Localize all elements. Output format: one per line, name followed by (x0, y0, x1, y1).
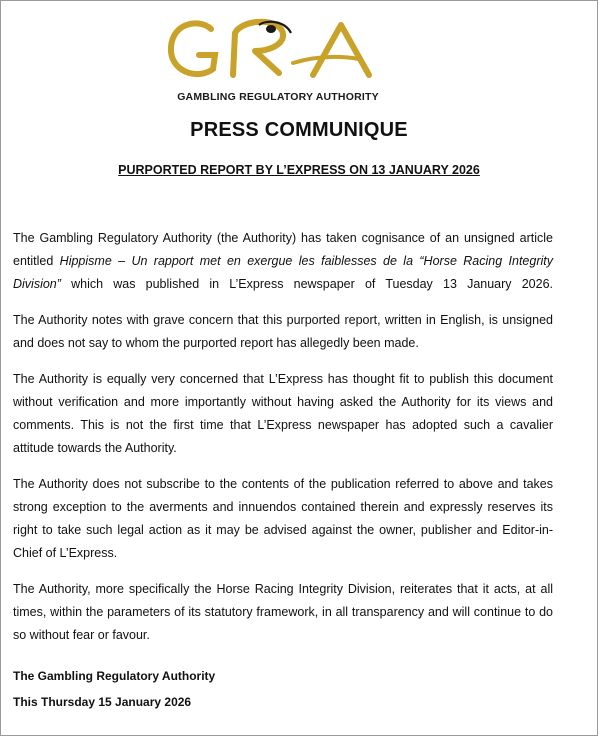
logo-subtitle: GAMBLING REGULATORY AUTHORITY (177, 91, 379, 103)
paragraph-4: The Authority does not subscribe to the contents of the publication referred to above and takes strong exception to the averments and innuendos contained therein and expressly reserves its right to take such legal action as it may be advised against the owner, publisher and Editor-in-Chief of L’Express. (13, 477, 553, 560)
paragraph-2: The Authority notes with grave concern that this purported report, written in English, is unsigned and does not say to whom the purported report has allegedly been made. (13, 313, 553, 350)
paragraph-1-after: which was published in L’Express newspaper of Tuesday 13 January 2026. (60, 277, 553, 291)
paragraph-1-before: The Gambling Regulatory Authority (the Authority) has taken cognisance of an unsigned article entitled (13, 231, 553, 268)
signature-block (13, 663, 215, 715)
article-title: Hippisme – Un rapport met en exergue les faiblesses de la “Horse Racing Integrity Division” (13, 254, 553, 291)
communique-body (13, 227, 553, 660)
signature-org: The Gambling Regulatory Authority (13, 669, 216, 683)
gra-logo (163, 11, 393, 107)
page-subtitle-text: PURPORTED REPORT BY L’EXPRESS ON 13 JANUARY 2026 (118, 163, 480, 177)
page-subtitle (1, 163, 597, 177)
paragraph-5: The Authority, more specifically the Horse Racing Integrity Division, reiterates that it acts, at all times, within the parameters of its statutory framework, in all transparency and will continue to do so without fear or favour. (13, 582, 553, 642)
paragraph-1 (13, 227, 553, 296)
paragraph-3: The Authority is equally very concerned that L’Express has thought fit to publish this document without verification and more importantly without having asked the Authority for its views and comments. This is not the first time that L’Express newspaper has adopted such a cavalier attitude towards the Authority. (13, 372, 553, 455)
gra-logo-mark (163, 11, 393, 91)
signature-date: This Thursday 15 January 2026 (13, 695, 192, 709)
page-title: PRESS COMMUNIQUE (190, 119, 408, 141)
